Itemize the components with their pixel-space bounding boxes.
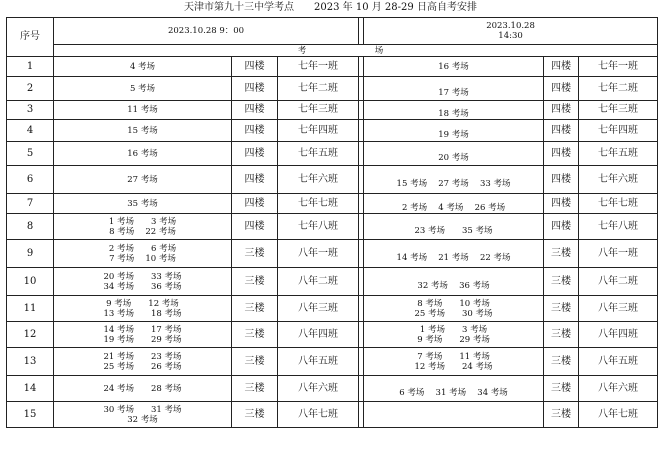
session-b-class: 八年二班 xyxy=(579,268,658,296)
page-title: 天津市第九十三中学考点 2023 年 10 月 28-29 日高自考安排 xyxy=(184,2,477,13)
session-a-floor: 三楼 xyxy=(232,240,278,268)
session-a-class: 七年一班 xyxy=(278,57,359,77)
row-index: 9 xyxy=(7,240,54,268)
session-a-rooms xyxy=(54,194,232,214)
session-a-rooms xyxy=(54,57,232,77)
table-row xyxy=(7,402,658,428)
session-a-floor: 四楼 xyxy=(232,194,278,214)
session-a-floor: 四楼 xyxy=(232,77,278,101)
row-index: 6 xyxy=(7,166,54,194)
row-index: 14 xyxy=(7,376,54,402)
session-a-class: 八年三班 xyxy=(278,296,359,322)
session-b-class: 七年四班 xyxy=(579,120,658,142)
session-a-floor: 四楼 xyxy=(232,166,278,194)
session-b-rooms xyxy=(364,402,544,428)
session-b-class: 七年五班 xyxy=(579,142,658,166)
room-line: 17 考场 xyxy=(438,87,469,98)
room-line: 20 考场 xyxy=(438,152,469,163)
session-a-rooms xyxy=(54,240,232,268)
session-a-floor: 三楼 xyxy=(232,322,278,348)
session-b-floor: 三楼 xyxy=(544,268,579,296)
header-session-b xyxy=(364,18,658,45)
row-index: 8 xyxy=(7,214,54,240)
room-line: 25 考场 26 考场 xyxy=(103,361,182,372)
session-a-rooms xyxy=(54,166,232,194)
session-a-floor: 三楼 xyxy=(232,402,278,428)
row-index: 12 xyxy=(7,322,54,348)
session-b-floor: 四楼 xyxy=(544,166,579,194)
session-b-floor: 三楼 xyxy=(544,296,579,322)
row-index: 4 xyxy=(7,120,54,142)
room-line: 12 考场 24 考场 xyxy=(414,361,493,372)
row-index: 1 xyxy=(7,57,54,77)
session-b-class: 七年七班 xyxy=(579,194,658,214)
session-a-class: 八年四班 xyxy=(278,322,359,348)
session-b-floor: 三楼 xyxy=(544,402,579,428)
session-a-rooms xyxy=(54,296,232,322)
table-row xyxy=(7,376,658,402)
row-index: 11 xyxy=(7,296,54,322)
session-b-rooms xyxy=(364,322,544,348)
room-line: 27 考场 xyxy=(127,174,158,185)
session-a-rooms xyxy=(54,214,232,240)
session-a-floor: 四楼 xyxy=(232,101,278,120)
session-a-class: 八年五班 xyxy=(278,348,359,376)
session-a-rooms xyxy=(54,120,232,142)
table-row xyxy=(7,194,658,214)
session-a-floor: 四楼 xyxy=(232,214,278,240)
session-a-floor: 三楼 xyxy=(232,376,278,402)
session-b-rooms xyxy=(364,268,544,296)
session-b-floor: 三楼 xyxy=(544,376,579,402)
header-index: 序号 xyxy=(7,18,54,57)
row-index: 7 xyxy=(7,194,54,214)
session-a-rooms xyxy=(54,348,232,376)
session-b-rooms xyxy=(364,214,544,240)
session-b-class: 八年一班 xyxy=(579,240,658,268)
table-row xyxy=(7,240,658,268)
header-session-b-time: 14:30 xyxy=(498,31,523,41)
session-b-rooms xyxy=(364,120,544,142)
room-line: 7 考场 10 考场 xyxy=(109,253,176,264)
room-line: 9 考场 12 考场 xyxy=(106,298,179,309)
session-a-rooms xyxy=(54,322,232,348)
session-b-floor: 四楼 xyxy=(544,77,579,101)
session-b-floor: 三楼 xyxy=(544,240,579,268)
room-line: 11 考场 xyxy=(127,105,158,115)
room-line: 18 考场 xyxy=(438,109,469,119)
session-b-floor: 四楼 xyxy=(544,101,579,120)
session-a-class: 七年二班 xyxy=(278,77,359,101)
room-line: 16 考场 xyxy=(127,148,158,159)
row-index: 2 xyxy=(7,77,54,101)
session-b-floor: 三楼 xyxy=(544,322,579,348)
session-b-class: 七年二班 xyxy=(579,77,658,101)
session-a-rooms xyxy=(54,142,232,166)
session-b-rooms xyxy=(364,194,544,214)
room-line: 4 考场 xyxy=(129,61,156,72)
room-line: 7 考场 11 考场 xyxy=(417,351,490,362)
session-a-class: 七年五班 xyxy=(278,142,359,166)
session-b-floor: 四楼 xyxy=(544,57,579,77)
room-line: 8 考场 22 考场 xyxy=(109,226,176,237)
session-b-floor: 四楼 xyxy=(544,142,579,166)
session-a-rooms xyxy=(54,77,232,101)
room-line: 14 考场 17 考场 xyxy=(103,324,182,335)
session-b-rooms xyxy=(364,77,544,101)
room-line: 32 考场 36 考场 xyxy=(417,280,490,291)
table-row xyxy=(7,296,658,322)
session-b-class: 八年七班 xyxy=(579,402,658,428)
session-a-class: 七年六班 xyxy=(278,166,359,194)
session-a-rooms xyxy=(54,101,232,120)
session-a-floor: 三楼 xyxy=(232,348,278,376)
table-row xyxy=(7,166,658,194)
session-b-rooms xyxy=(364,240,544,268)
session-b-class: 七年三班 xyxy=(579,101,658,120)
session-b-class: 八年四班 xyxy=(579,322,658,348)
room-line: 32 考场 xyxy=(127,414,158,425)
table-row xyxy=(7,322,658,348)
session-b-class: 八年三班 xyxy=(579,296,658,322)
table-row xyxy=(7,348,658,376)
room-line: 1 考场 3 考场 xyxy=(108,216,177,227)
session-b-rooms xyxy=(364,376,544,402)
session-a-class: 七年四班 xyxy=(278,120,359,142)
room-line: 20 考场 33 考场 xyxy=(103,271,182,282)
row-index: 15 xyxy=(7,402,54,428)
room-line: 15 考场 27 考场 33 考场 xyxy=(396,178,511,189)
room-line: 15 考场 xyxy=(127,125,158,136)
row-index: 10 xyxy=(7,268,54,296)
session-a-floor: 三楼 xyxy=(232,268,278,296)
session-b-class: 七年一班 xyxy=(579,57,658,77)
session-a-class: 七年七班 xyxy=(278,194,359,214)
session-a-rooms xyxy=(54,376,232,402)
table-row xyxy=(7,214,658,240)
room-line: 35 考场 xyxy=(127,198,158,209)
session-b-floor: 四楼 xyxy=(544,120,579,142)
room-line: 13 考场 18 考场 xyxy=(103,308,182,319)
session-a-class: 七年八班 xyxy=(278,214,359,240)
schedule-rows xyxy=(7,57,658,428)
session-a-floor: 四楼 xyxy=(232,57,278,77)
session-b-rooms xyxy=(364,166,544,194)
session-b-class: 八年五班 xyxy=(579,348,658,376)
session-a-class: 八年一班 xyxy=(278,240,359,268)
room-line: 9 考场 29 考场 xyxy=(417,334,490,345)
room-line: 34 考场 36 考场 xyxy=(103,281,182,292)
session-a-floor: 三楼 xyxy=(232,296,278,322)
session-a-class: 七年三班 xyxy=(278,101,359,120)
session-b-class: 七年八班 xyxy=(579,214,658,240)
room-line: 24 考场 28 考场 xyxy=(103,383,182,394)
session-a-rooms xyxy=(54,402,232,428)
room-line: 2 考场 4 考场 26 考场 xyxy=(401,202,506,213)
room-line: 21 考场 23 考场 xyxy=(103,351,182,362)
table-row xyxy=(7,268,658,296)
room-line: 8 考场 10 考场 xyxy=(417,298,490,309)
room-line: 23 考场 35 考场 xyxy=(414,225,493,236)
session-b-floor: 四楼 xyxy=(544,194,579,214)
session-a-class: 八年七班 xyxy=(278,402,359,428)
room-line: 30 考场 31 考场 xyxy=(103,404,182,415)
session-b-class: 七年六班 xyxy=(579,166,658,194)
session-a-rooms xyxy=(54,268,232,296)
room-line: 25 考场 30 考场 xyxy=(414,308,493,319)
room-line: 19 考场 29 考场 xyxy=(103,334,182,345)
room-line: 2 考场 6 考场 xyxy=(108,243,177,254)
table-row xyxy=(7,77,658,101)
row-index: 13 xyxy=(7,348,54,376)
table-row xyxy=(7,101,658,120)
session-b-class: 八年六班 xyxy=(579,376,658,402)
session-a-class: 八年二班 xyxy=(278,268,359,296)
session-b-floor: 四楼 xyxy=(544,214,579,240)
room-line: 19 考场 xyxy=(438,129,469,140)
session-b-rooms xyxy=(364,57,544,77)
session-a-floor: 四楼 xyxy=(232,142,278,166)
row-index: 3 xyxy=(7,101,54,120)
header-session-a: 2023.10.28 9：00 xyxy=(54,18,359,45)
session-b-floor: 三楼 xyxy=(544,348,579,376)
room-line: 14 考场 21 考场 22 考场 xyxy=(396,252,511,263)
header-session-b-date: 2023.10.28 xyxy=(486,21,535,31)
room-line: 6 考场 31 考场 34 考场 xyxy=(399,387,508,398)
session-a-class: 八年六班 xyxy=(278,376,359,402)
session-a-floor: 四楼 xyxy=(232,120,278,142)
header-merged-exam-rooms: 考 场 xyxy=(54,45,658,57)
table-row xyxy=(7,142,658,166)
room-line: 16 考场 xyxy=(438,61,469,72)
table-row xyxy=(7,57,658,77)
session-b-rooms xyxy=(364,101,544,120)
room-line: 1 考场 3 考场 xyxy=(419,324,488,335)
room-line: 5 考场 xyxy=(129,83,156,94)
session-b-rooms xyxy=(364,348,544,376)
exam-schedule-table xyxy=(6,17,658,428)
session-b-rooms xyxy=(364,296,544,322)
table-row xyxy=(7,120,658,142)
row-index: 5 xyxy=(7,142,54,166)
session-b-rooms xyxy=(364,142,544,166)
